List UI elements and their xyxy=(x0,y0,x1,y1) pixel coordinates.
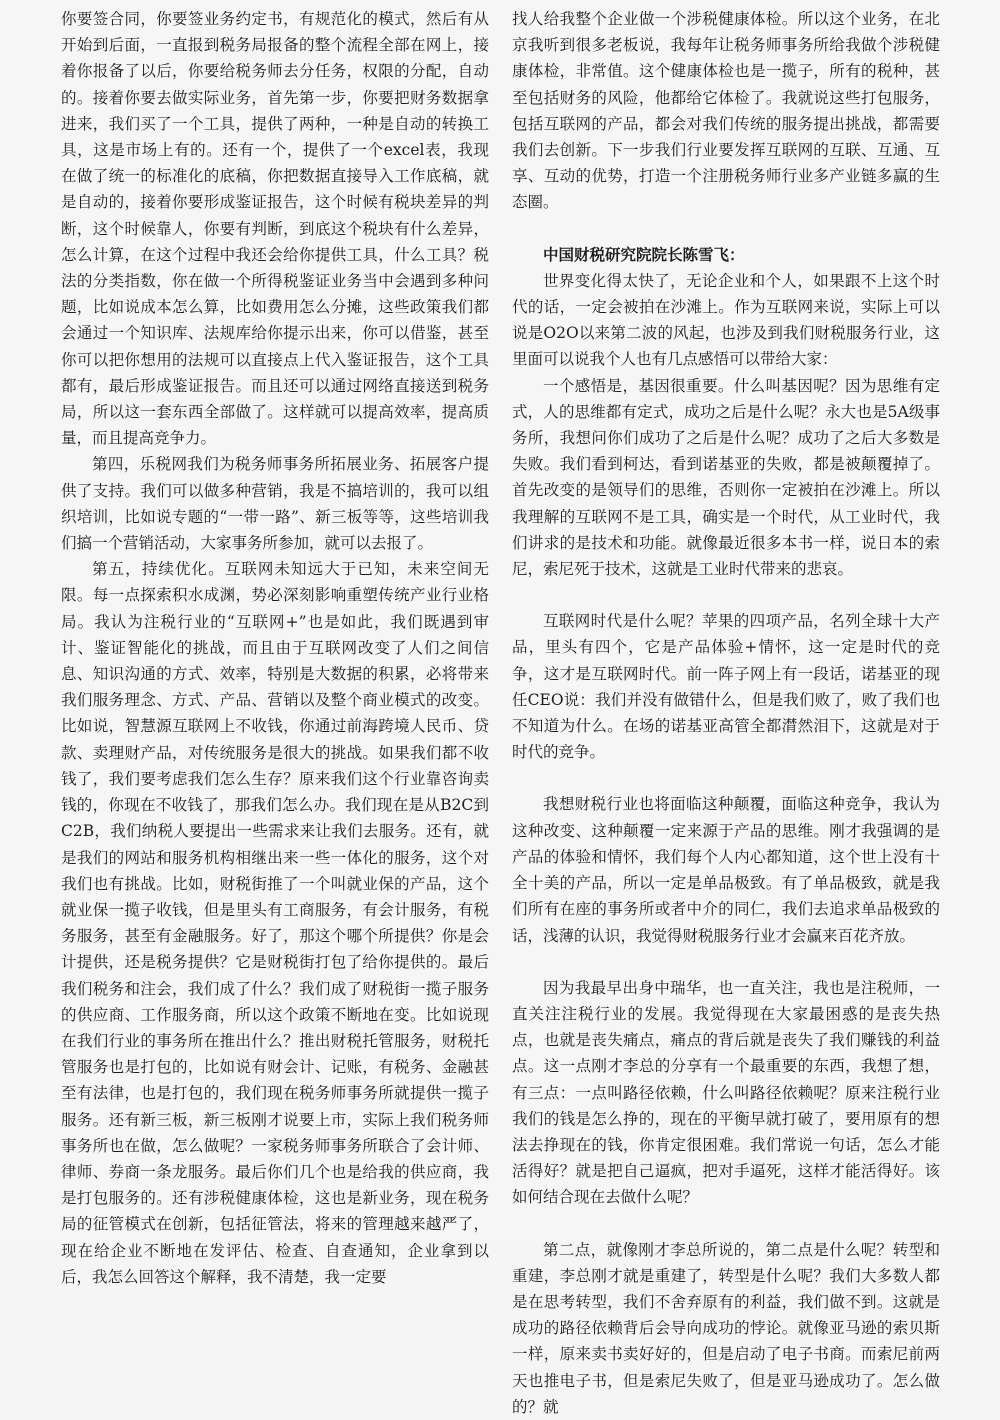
body-paragraph: 互联网时代是什么呢？苹果的四项产品，名列全球十大产品，里头有四个，它是产品体验+情怀，这一定是时代的竞争，这才是互联网时代。前一阵子网上有一段话，诺基亚的现任CEO说：我们并没有做错什么，但是我们败了，败了我们也不知道为什么。在场的诺基亚高管全都潸然泪下，这就是对于时代的竞争。 xyxy=(512,612,940,762)
body-paragraph: 世界变化得太快了，无论企业和个人，如果跟不上这个时代的话，一定会被拍在沙滩上。作为互联网来说，实际上可以说是O2O以来第二波的风起，也涉及到我们财税服务行业，这里面可以说我个人也有几点感悟可以带给大家： xyxy=(512,271,940,369)
body-paragraph: 我想财税行业也将面临这种颠覆，面临这种竞争，我认为这种改变、这种颠覆一定来源于产品的思维。刚才我强调的是产品的体验和情怀，我们每个人内心都知道，这个世上没有十全十美的产品，所以一定是单品极致。有了单品极致，就是我们所有在座的事务所或者中介的同仁，我们去追求单品极致的话，浅薄的认识，我觉得财税服务行业才会赢来百花齐放。 xyxy=(512,795,940,945)
left-column xyxy=(61,6,489,1290)
body-paragraph: 一个感悟是，基因很重要。什么叫基因呢？因为思维有定式，人的思维都有定式，成功之后是什么呢？永大也是5A级事务所，我想问你们成功了之后是什么呢？成功了之后大多数是失败。我们看到柯达，看到诺基亚的失败，都是被颠覆掉了。首先改变的是领导们的思维，否则你一定被拍在沙滩上。所以我理解的互联网不是工具，确实是一个时代，从工业时代，我们讲求的是技术和功能。就像最近很多本书一样，说日本的索尼，索尼死于技术，这就是工业时代带来的悲哀。 xyxy=(512,376,940,579)
body-paragraph: 因为我最早出身中瑞华，也一直关注，我也是注税师，一直关注注税行业的发展。我觉得现在大家最困惑的是丧失热点，也就是丧失痛点，痛点的背后就是丧失了我们赚钱的利益点。这一点刚才李总的分享有一个最重要的东西，我想了想，有三点：一点叫路径依赖，什么叫路径依赖呢？原来注税行业我们的钱是怎么挣的，现在的平衡早就打破了，要用原有的想法去挣现在的钱，你肯定很困难。我们常说一句话，怎么才能活得好？就是把自己逼疯，把对手逼死，这样才能活得好。该如何结合现在去做什么呢？ xyxy=(512,978,940,1207)
speaker-heading: 中国财税研究院院长陈雪飞： xyxy=(543,245,745,264)
body-paragraph: 第四，乐税网我们为税务师事务所拓展业务、拓展客户提供了支持。我们可以做多种营销，我是不搞培训的，我可以组织培训，比如说专题的“一带一路”、新三板等等，这些培训我们搞一个营销活动，大家事务所参加，就可以去报了。 xyxy=(61,455,489,553)
body-paragraph: 找人给我整个企业做一个涉税健康体检。所以这个业务，在北京我听到很多老板说，我每年让税务师事务所给我做个涉税健康体检，非常值。这个健康体检也是一揽子，所有的税种，甚至包括财务的风险，他都给它体检了。我就说这些打包服务，包括互联网的产品，都会对我们传统的服务提出挑战，都需要我们去创新。下一步我们行业要发挥互联网的互联、互通、互享、互动的优势，打造一个注册税务师行业多产业链多赢的生态圈。 xyxy=(512,10,940,212)
body-paragraph: 第二点，就像刚才李总所说的，第二点是什么呢？转型和重建，李总刚才就是重建了，转型是什么呢？我们大多数人都是在思考转型，我们不舍弃原有的利益，我们做不到。这就是成功的路径依赖背后会导向成功的悖论。就像亚马逊的索贝斯一样，原来卖书卖好好的，但是启动了电子书商。而索尼前两天也推电子书，但是索尼失败了，但是亚马逊成功了。怎么做的？就 xyxy=(512,1240,940,1416)
body-paragraph: 第五，持续优化。互联网未知远大于已知，未来空间无限。每一点探索积水成渊，势必深刻影响重塑传统产业行业格局。我认为注税行业的“互联网+”也是如此，我们既遇到审计、鉴证智能化的挑战，而且由于互联网改变了人们之间信息、知识沟通的方式、效率，特别是大数据的积累，必将带来我们服务理念、方式、产品、营销以及整个商业模式的改变。比如说，智慧源互联网上不收钱，你通过前海跨境人民币、贷款、卖理财产品，对传统服务是很大的挑战。如果我们都不收钱了，我们要考虑我们怎么生存？原来我们这个行业靠咨询卖钱的，你现在不收钱了，那我们怎么办。我们现在是从B2C到C2B，我们纳税人要提出一些需求来让我们去服务。还有，就是我们的网站和服务机构相继出来一些一体化的服务，这个对我们也有挑战。比如，财税街推了一个叫就业保的产品，这个就业保一揽子收钱，但是里头有工商服务，有会计服务，有税务服务，甚至有金融服务。好了，那这个哪个所提供？你是会计提供，还是税务提供？它是财税街打包了给你提供的。最后我们税务和注会，我们成了什么？我们成了财税街一揽子服务的供应商、工作服务商，所以这个政策不断地在变。比如说现在我们行业的事务所在推出什么？推出财税托管服务，财税托管服务也是打包的，比如说有财会计、记账，有税务、金融甚至有法律，也是打包的，我们现在税务师事务所就提供一揽子服务。还有新三板，新三板刚才说要上市，实际上我们税务师事务所也在做，怎么做呢？一家税务师事务所联合了会计师、律师、券商一条龙服务。最后你们几个也是给我的供应商，我是打包服务的。还有涉税健康体检，这也是新业务，现在税务局的征管模式在创新，包括征管法，将来的管理越来越严了，现在给企业不断地在发评估、检查、自查通知，企业拿到以后，我怎么回答这个解释，我不清楚，我一定要 xyxy=(61,560,489,1286)
right-column xyxy=(512,6,940,1420)
body-paragraph: 你要签合同，你要签业务约定书，有规范化的模式，然后有从开始到后面，一直报到税务局报备的整个流程全部在网上，接着你报备了以后，你要给税务师去分任务，权限的分配，自动的。接着你要去做实际业务，首先第一步，你要把财务数据拿进来，我们买了一个工具，提供了两种，一种是自动的转换工具，这是市场上有的。还有一个，提供了一个excel表，我现在做了统一的标准化的底稿，你把数据直接导入工作底稿，就是自动的，接着你要形成鉴证报告，这个时候有税块差异的判断，这个时候靠人，你要有判断，到底这个税块有什么差异，怎么计算，在这个过程中我还会给你提供工具，什么工具？税法的分类指数，你在做一个所得税鉴证业务当中会遇到多种问题，比如说成本怎么算，比如费用怎么分摊，这些政策我们都会通过一个知识库、法规库给你提示出来，你可以借鉴，甚至你可以把你想用的法规可以直接点上代入鉴证报告，这个工具都有，最后形成鉴证报告。而且还可以通过网络直接送到税务局，所以这一套东西全部做了。这样就可以提高效率，提高质量，而且提高竞争力。 xyxy=(61,10,489,448)
